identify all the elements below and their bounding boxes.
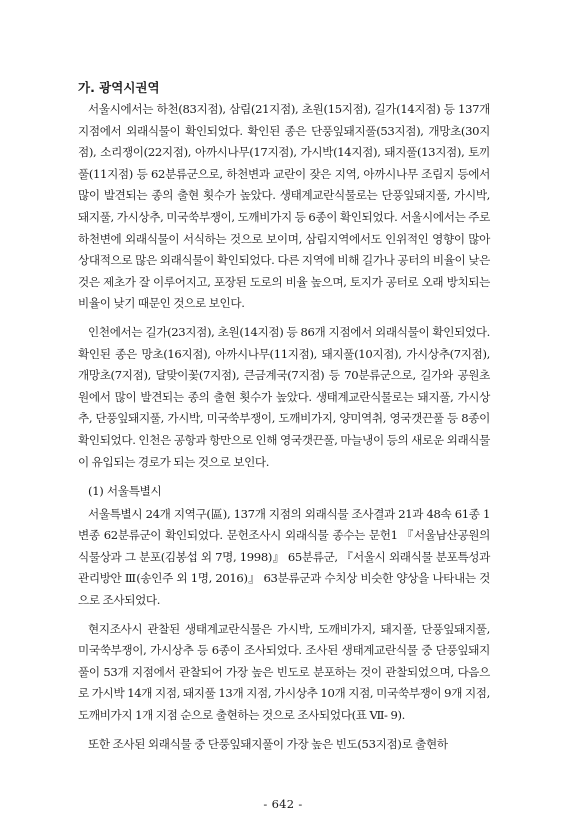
document-page bbox=[78, 78, 490, 762]
subsection-heading: (1) 서울특별시 bbox=[88, 484, 162, 499]
paragraph-seoul-continued: 또한 조사된 외래식물 중 단풍잎돼지풀이 가장 높은 빈도(53지점)로 출현하 bbox=[88, 736, 448, 751]
section-heading: 가. 광역시권역 bbox=[78, 80, 160, 95]
paragraph-seoul-survey: 서울특별시 24개 지역구(區), 137개 지점의 외래식물 조사결과 21과 48속 61종 1변종 62분류군이 확인되었다. 문헌조사시 외래식물 종수는 문헌1 『서울남산공원의 식물상과 그 분포(김봉섭 외 7명, 1998)』 65분류군, 『서울시 외래식물 분포특성과 관리방안 Ⅲ(송인주 외 1명, 2016)』 63분류군과 수치상 비슷한 양상을 나타내는 것으로 조사되었다. bbox=[78, 506, 490, 608]
paragraph-seoul-invasive: 현지조사시 관찰된 생태계교란식물은 가시박, 도깨비가지, 돼지풀, 단풍잎돼지풀, 미국쑥부쟁이, 가시상추 등 6종이 조사되었다. 조사된 생태계교란식물 중 단풍잎돼지풀이 53개 지점에서 관찰되어 가장 높은 빈도로 분포하는 것이 관찰되었으며, 다음으로 가시박 14개 지점, 돼지풀 13개 지점, 가시상추 10개 지점, 미국쑥부쟁이 9개 지점, 도깨비가지 1개 지점 순으로 출현하는 것으로 조사되었다(표 Ⅶ- 9). bbox=[78, 621, 490, 723]
paragraph-incheon-overview: 인천에서는 길가(23지점), 초원(14지점) 등 86개 지점에서 외래식물이 확인되었다. 확인된 종은 망초(16지점), 아까시나무(11지점), 돼지풀(10지점), 가시상추(7지점), 개망초(7지점), 달맞이꽃(7지점), 큰금계국(7지점) 등 70분류군으로, 길가와 공원초원에서 많이 발견되는 종의 출현 횟수가 높았다. 생태계교란식물로는 돼지풀, 가시상추, 단풍잎돼지풀, 가시박, 미국쑥부쟁이, 도깨비가지, 양미역취, 영국갯끈풀 등 8종이 확인되었다. 인천은 공항과 항만으로 인해 영국갯끈풀, 마늘냉이 등의 새로운 외래식물이 유입되는 경로가 되는 것으로 보인다. bbox=[78, 324, 490, 469]
paragraph-seoul-overview: 서울시에서는 하천(83지점), 삼림(21지점), 초원(15지점), 길가(14지점) 등 137개 지점에서 외래식물이 확인되었다. 확인된 종은 단풍잎돼지풀(53지점), 개망초(30지점), 소리쟁이(22지점), 아까시나무(17지점), 가시박(14지점), 돼지풀(13지점), 토끼풀(11지점) 등 62분류군으로, 하천변과 교란이 잦은 지역, 아까시나무 조림지 등에서 많이 발견되는 종의 출현 횟수가 높았다. 생태계교란식물로는 단풍잎돼지풀, 가시박, 돼지풀, 가시상추, 미국쑥부쟁이, 도깨비가지 등 6종이 확인되었다. 서울시에서는 주로 하천변에 외래식물이 서식하는 것으로 보이며, 삼림지역에서도 인위적인 영향이 많아 상대적으로 많은 외래식물이 확인되었다. 다른 지역에 비해 길가나 공터의 비율이 낮은 것은 제초가 잘 이루어지고, 포장된 도로의 비율 높으며, 토지가 공터로 오래 방치되는 비율이 낮기 때문인 것으로 보인다. bbox=[78, 102, 490, 311]
page-number: - 642 - bbox=[263, 797, 303, 811]
